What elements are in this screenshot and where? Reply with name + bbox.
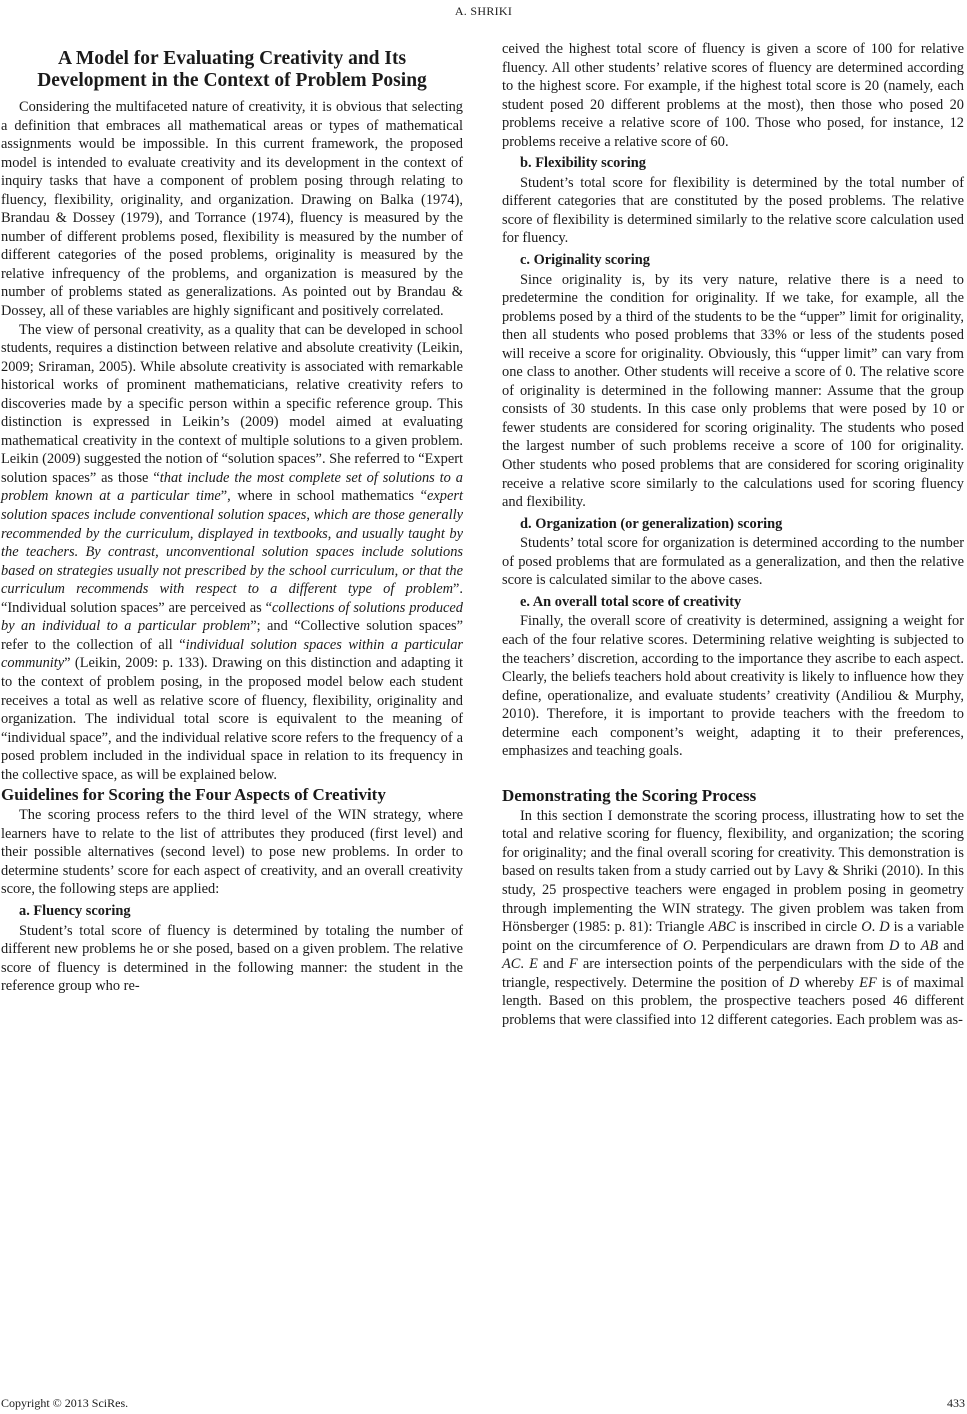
title-line-2: Development in the Context of Problem Posing (37, 70, 427, 91)
title-line-1: A Model for Evaluating Creativity and Its (57, 48, 407, 69)
paragraph-solution-spaces: The view of personal creativity, as a quality that can be developed in school students, requires a distinction between relative and absolute creativity (Leikin, 2009; Sriraman, 2005). While absolute creativity is associated with remarkable historical works of prominent mathematicians, relative creativity refers to discoveries made by a specific person within a specific reference group. This distinction is expressed in Leikin’s (2009) model aimed at evaluating mathematical creativity in the context of multiple solutions to a given problem. Leikin (2009) suggested the notion of “solution spaces”. She referred to “Expert solution spaces” as those “that include the most complete set of solutions to a problem known at a particular time”, where in school mathematics “expert solution spaces include conventional solution spaces, which are those generally recommended by the curriculum, displayed in textbooks, and usually taught by the teachers. By contrast, unconventional solution spaces include solutions based on strategies usually not prescribed by the school curriculum, or that the curriculum recommends with respect to a different type of problem”. “Individual solution spaces” are perceived as “collections of solutions produced by an individual to a particular problem”; and “Collective solution spaces” refer to the collection of all “individual solution spaces within a particular community” (Leikin, 2009: p. 133). Drawing on this distinction and adapting it to the context of problem posing, in the proposed model below each student receives a total as well as relative score of fluency, flexibility, originality and organization. The individual total score is equivalent to the meaning of “individual space”, and the individual relative score refers to the frequency of a posed problem included in the individual space in relation to its frequency in the collective space, as will be explained below. (1, 321, 464, 783)
paragraph-organization: Students’ total score for organization is determined according to the number of posed problems that are formulated as a generalization, and then the relative score is calculated similar to the above cases. (502, 535, 964, 589)
paragraph-originality: Since originality is, by its very nature, relative there is a need to predetermine the condition for originality. If we take, for example, all the problems posed by a third of the students to be the “upper” limit for originality, then all students who posed problems that 33% or less of the students posed will receive a score for originality. Obviously, this “upper limit” can vary from one class to another. Other students will receive a score of 0. The relative score of originality is determined in the following manner: Assume that the group consists of 30 students. In this case only problems that were posed by 10 or fewer students are considered for scoring originality. The students who posed the largest number of such problems receive a score of 100 for originality. Other students who posed problems that are considered for scoring originality receive a relative score similarly to the calculations used for scoring fluency and flexibility. (502, 271, 964, 511)
paragraph-flexibility: Student’s total score for flexibility is determined by the total number of different categories that are constituted by the posed problems. The relative score of flexibility is determined similarly to the relative score calculation used for fluency. (502, 174, 964, 247)
subheading-fluency: a. Fluency scoring (19, 902, 131, 919)
paragraph-fluency: Student’s total score of fluency is determined by totaling the number of different new problems he or she posed, based on a given problem. The relative score of fluency is determined in the following manner: the student in the reference group who re- (1, 922, 463, 995)
paragraph-overall: Finally, the overall score of creativity is determined, assigning a weight for each of the four relative scores. Determining relative weighting is subjected to the teachers’ discretion, according to the importance they ascribe to each aspect. Clearly, the beliefs teachers hold about creativity is likely to influence how they define, operationalize, and evaluate students’ creativity (Andiliou & Murphy, 2010). Therefore, it is important to provide teachers with the freedom to determine each component’s weight, adapting it to their preferences, emphasizes and teaching goals. (502, 613, 964, 760)
right-column (502, 40, 964, 1029)
section-heading-demonstrating: Demonstrating the Scoring Process (502, 785, 757, 805)
subheading-originality: c. Originality scoring (520, 252, 650, 269)
subheading-organization: d. Organization (or generalization) scoring (520, 515, 783, 532)
left-column (1, 44, 463, 996)
section-heading-guidelines: Guidelines for Scoring the Four Aspects of Creativity (1, 785, 386, 805)
subheading-flexibility: b. Flexibility scoring (520, 155, 646, 172)
footer-page-number: 433 (947, 1396, 965, 1410)
paragraph-model-intro: Considering the multifaceted nature of creativity, it is obvious that selecting a definition that embraces all mathematical areas or types of mathematical assignments would be impossible. In this current framework, the proposed model is intended to evaluate creativity and its development in the context of inquiry tasks that have a component of problem posing through relating to fluency, flexibility, originality, and organization. Drawing on Balka (1974), Brandau & Dossey (1979), and Torrance (1974), fluency is measured by the number of different problems posed, flexibility is measured by the number of different categories of the posed problems, originality is measured by the relative infrequency of the problems, and organization is measured by the number of problems stated as generalizations. As pointed out by Brandau & Dossey, all of these variables are highly significant and positively correlated. (1, 99, 463, 320)
paragraph-demonstration: In this section I demonstrate the scoring process, illustrating how to set the total and relative scoring for fluency, flexibility, and organization; the scoring for originality; and the final overall scoring for creativity. This demonstration is based on results taken from a study carried out by Lavy & Shriki (2010). In this study, 25 prospective teachers were engaged in problem posing in geometry through implementing the WIN strategy. The given problem was taken from Hönsberger (1985: p. 81): Triangle ABC is inscribed in circle O. D is a variable point on the circumference of O. Perpendiculars are drawn from D to AB and AC. E and F are intersection points of the perpendiculars with the side of the triangle, respectively. Determine the position of D whereby EF is of maximal length. Based on this problem, the prospective teachers posed 46 different problems that were classified into 12 different categories. Each problem was as- (502, 807, 965, 1028)
paragraph-fluency-continued: ceived the highest total score of fluency is given a score of 100 for relative fluency. All other students’ relative scores of fluency are determined according to the highest score. For example, if the highest total score is 20 (namely, each student posed 20 different problems at the most), then those who posed 20 problems receive a relative score of 100. Those who posed, for instance, 12 problems receive a relative score of 60. (502, 41, 964, 150)
running-head: A. SHRIKI (454, 4, 513, 18)
paragraph-scoring-process: The scoring process refers to the third level of the WIN strategy, where learners have to relate to the list of attributes they produced (first level) and their possible alternatives (second level) to pose new problems. In order to determine students’ score for each aspect of creativity, and an overall creativity score, the following steps are applied: (1, 807, 463, 898)
article-section-title (1, 48, 463, 92)
footer-copyright: Copyright © 2013 SciRes. (1, 1396, 129, 1410)
subheading-overall: e. An overall total score of creativity (520, 593, 742, 610)
